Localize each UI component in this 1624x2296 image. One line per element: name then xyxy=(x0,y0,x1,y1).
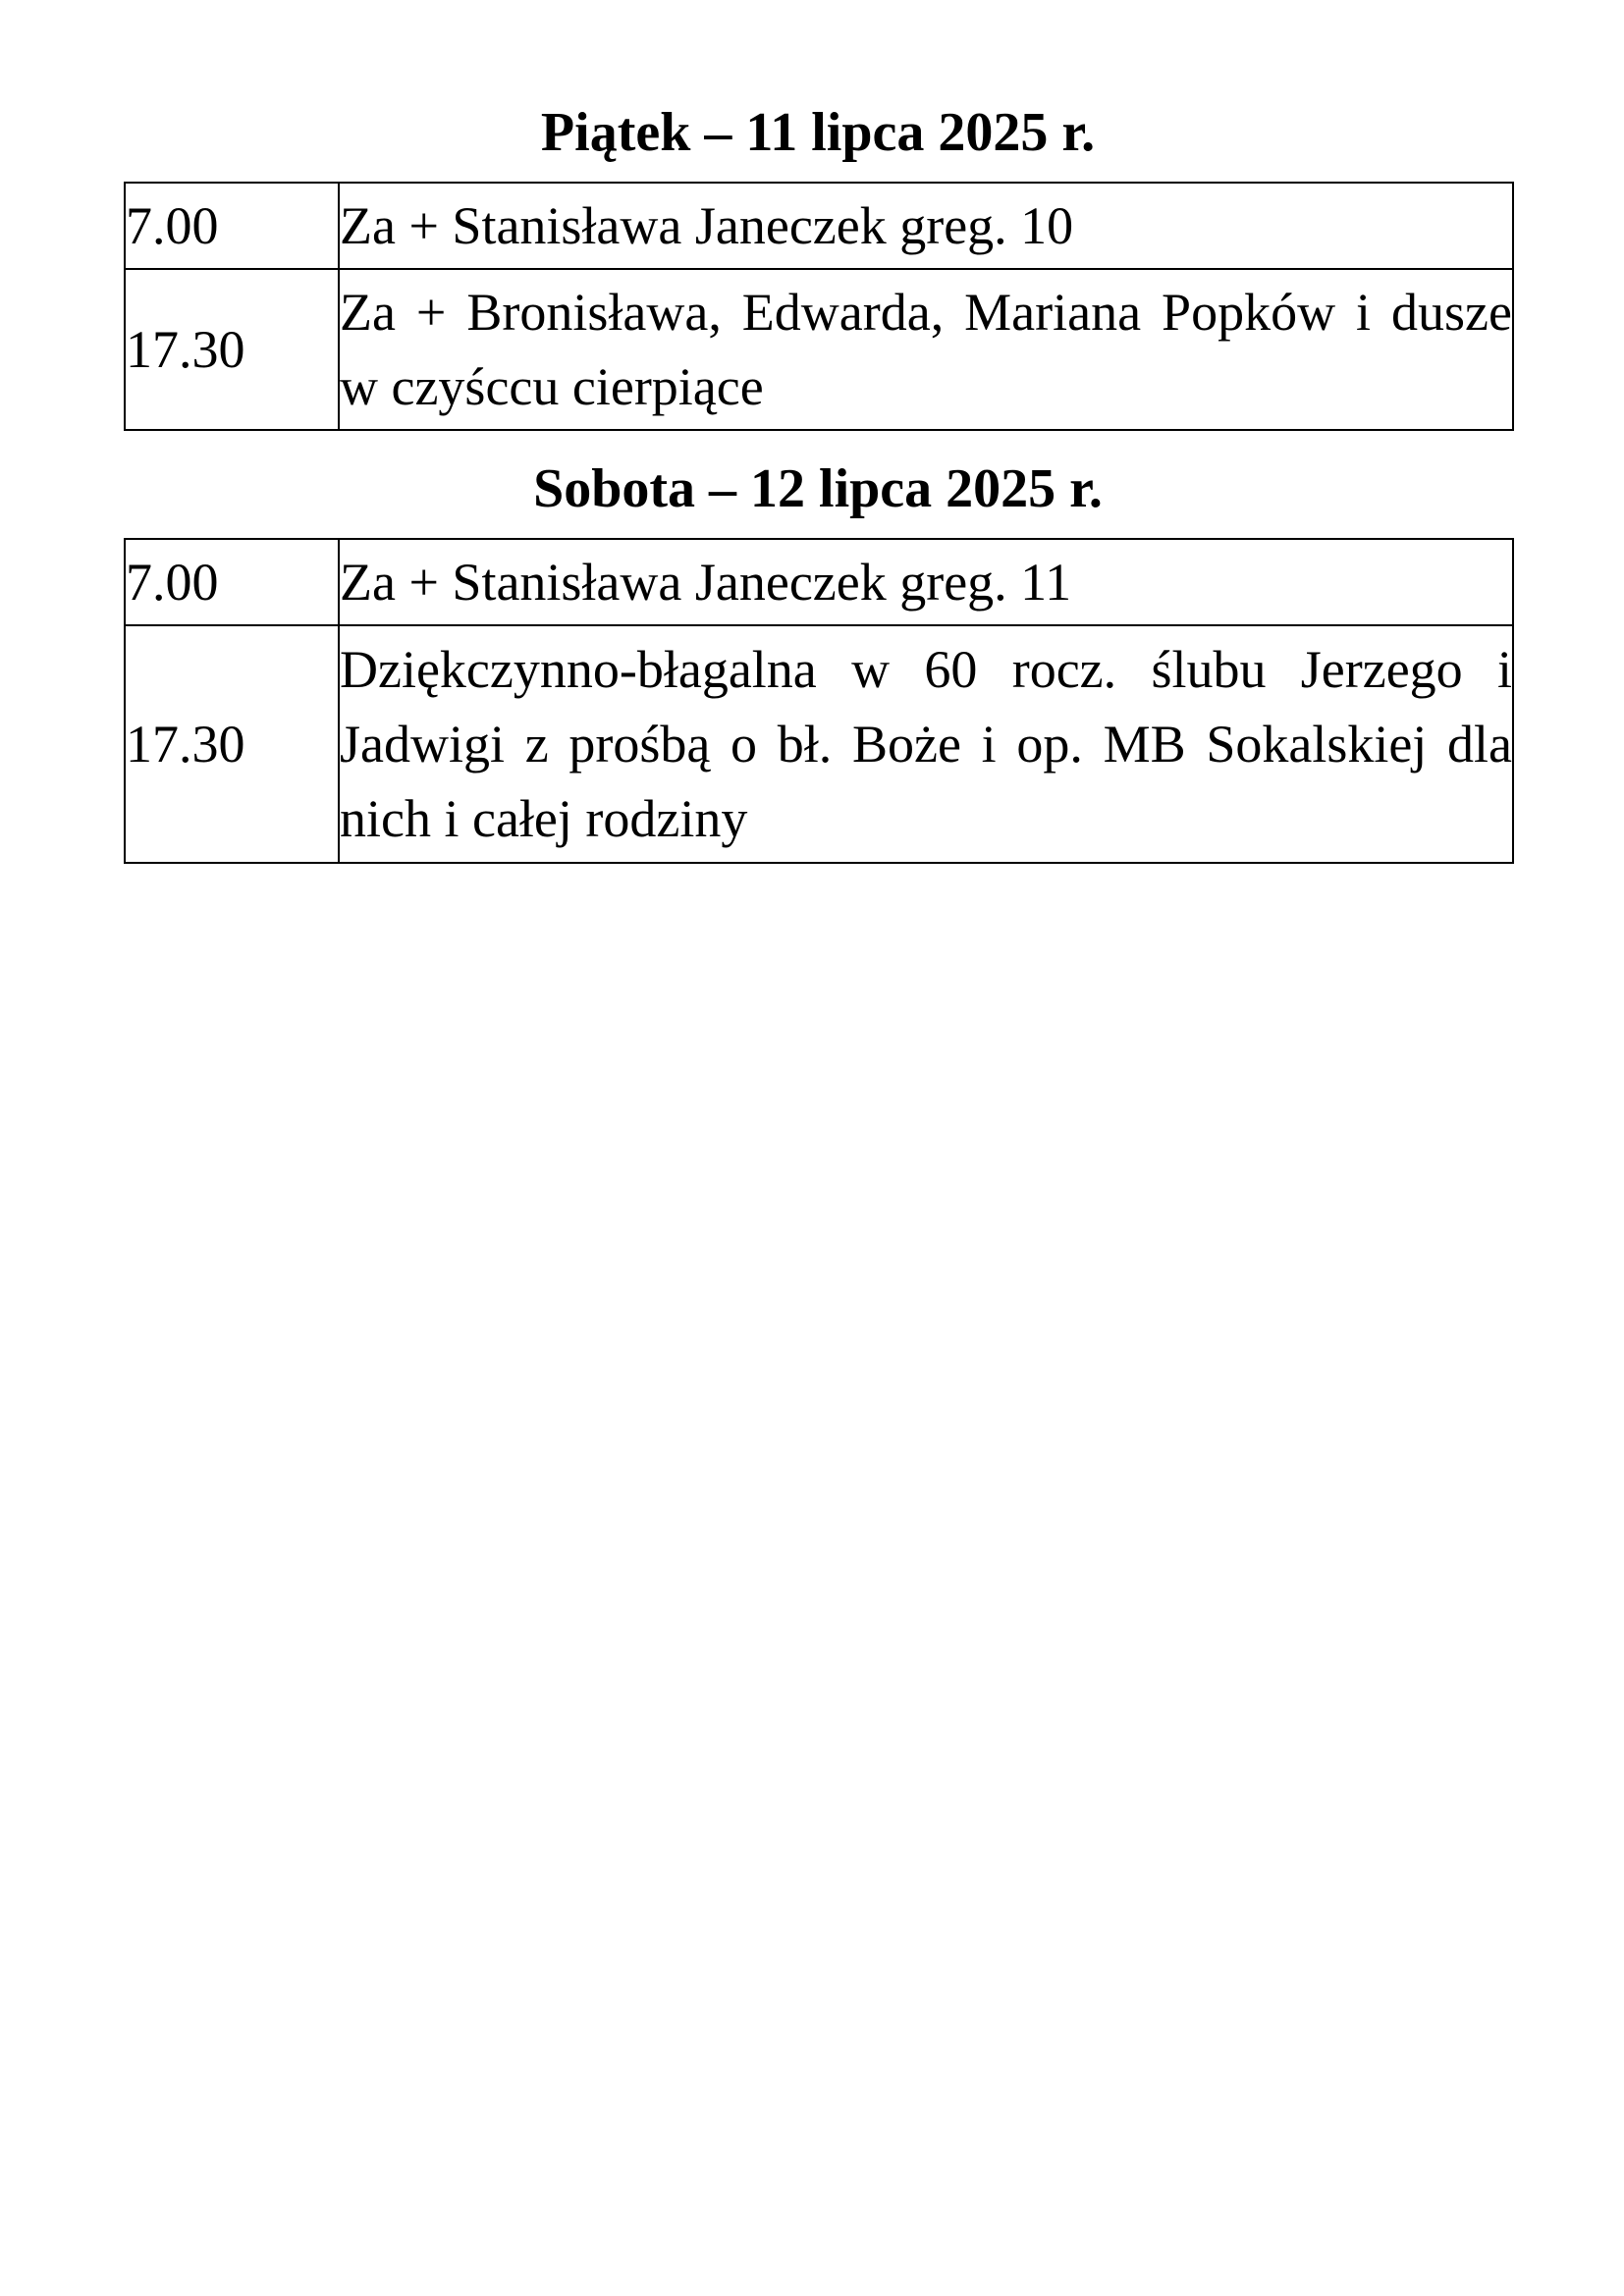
table-row xyxy=(125,183,1513,269)
table-row xyxy=(125,539,1513,625)
table-row xyxy=(125,625,1513,863)
mass-schedule-table-friday xyxy=(124,182,1514,431)
day-heading-saturday: Sobota – 12 lipca 2025 r. xyxy=(533,458,1103,519)
day-heading-friday: Piątek – 11 lipca 2025 r. xyxy=(540,102,1096,163)
mass-time: 17.30 xyxy=(125,625,339,863)
mass-time: 17.30 xyxy=(125,269,339,430)
mass-intention: Dziękczynno-błagalna w 60 rocz. ślubu Jerzego i Jadwigi z prośbą o bł. Boże i op. MB Sokalskiej dla nich i całej rodziny xyxy=(339,625,1513,863)
mass-time: 7.00 xyxy=(125,183,339,269)
mass-intention: Za + Stanisława Janeczek greg. 11 xyxy=(339,539,1513,625)
mass-intention: Za + Bronisława, Edwarda, Mariana Popków i dusze w czyśccu cierpiące xyxy=(339,269,1513,430)
mass-intention: Za + Stanisława Janeczek greg. 10 xyxy=(339,183,1513,269)
mass-schedule-table-saturday xyxy=(124,538,1514,864)
mass-time: 7.00 xyxy=(125,539,339,625)
table-row xyxy=(125,269,1513,430)
